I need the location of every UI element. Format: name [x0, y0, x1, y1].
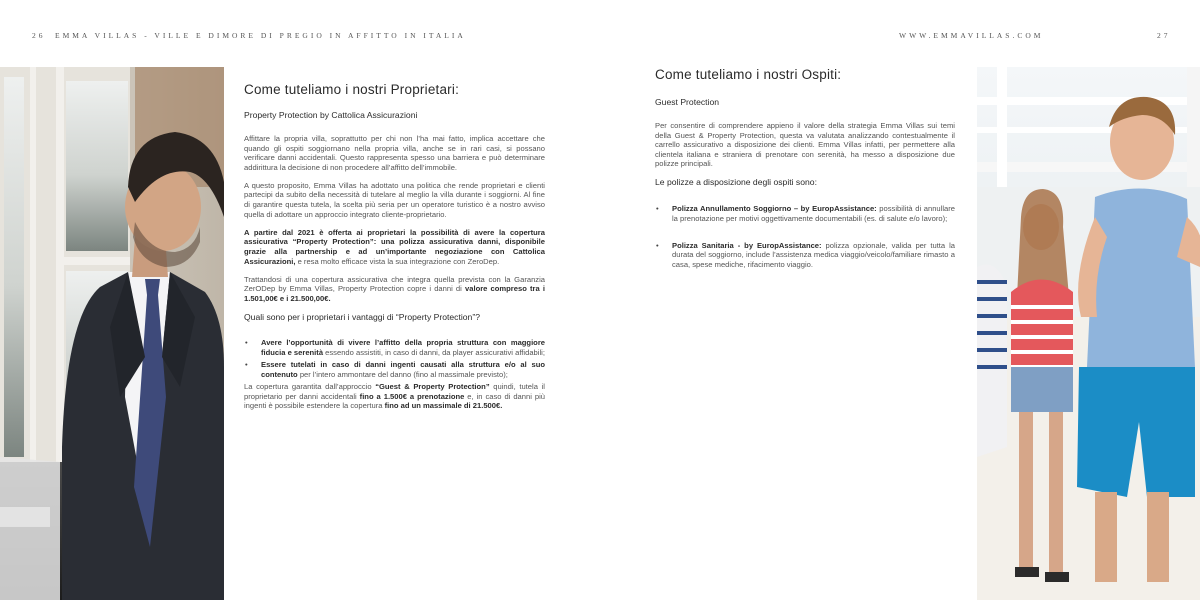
owners-benefit-2-rest: per l’intero ammontare del danno (fino al massimale previsto);: [297, 369, 508, 379]
owners-benefit-2-bold: Essere tutelati in caso di danni ingenti causati alla struttura e/o al suo contenuto: [261, 360, 545, 379]
owners-benefit-1-bold: Avere l’opportunità di vivere l’affitto della propria struttura con maggiore fiducia e serenità: [261, 337, 545, 357]
owners-benefit-2: [244, 360, 545, 379]
owners-paragraph-5-d: e, in caso di danni più ingenti è possibile estendere la copertura: [244, 391, 545, 411]
owners-paragraph-5-bold-2: fino a 1.500€ a prenotazione: [359, 391, 465, 401]
family-illustration: [977, 67, 1200, 600]
owners-benefits-list: [244, 338, 545, 379]
owners-paragraph-2: A questo proposito, Emma Villas ha adottato una politica che rende proprietari e clienti partecipi da subito della necessità di tutelare al meglio la villa durante i soggiorni. Al fine di garantire questa tutela, la scelta più seria per un operatore turistico è a nostro avviso quella di adottare un approccio integrato cliente-proprietario.: [244, 180, 545, 219]
guests-policy-2-rest: polizza opzionale, valida per tutta la durata del soggiorno, include l’assistenza medica viaggio/veicolo/familiare rimasto a casa, spese mediche, rifacimento viaggio.: [672, 240, 955, 269]
owners-benefit-1-rest: essendo assistiti, in caso di danni, da player assicurativi affidabili;: [323, 347, 545, 357]
guests-policies-list: [655, 204, 955, 269]
owner-portrait-photo: [0, 67, 224, 600]
guests-section-subtitle: Guest Protection: [655, 97, 720, 107]
owners-paragraph-4-text: Trattandosi di una copertura assicurativa che integra quella prevista con la Garanzia ZerODep by Emma Villas, Property Protection copre i danni di: [244, 274, 545, 294]
owners-paragraph-5-bold-3: fino ad un massimale di 21.500€.: [384, 401, 503, 411]
guests-protection-section: [655, 67, 955, 286]
owners-section-subtitle: Property Protection by Cattolica Assicurazioni: [244, 110, 418, 120]
owners-paragraph-5: [244, 382, 545, 411]
owners-paragraph-3-rest: e resa molto efficace vista la sua integrazione con ZeroDep.: [295, 256, 500, 266]
guests-policy-2: [655, 241, 955, 270]
man-in-suit-illustration: [0, 67, 224, 600]
owners-paragraph-4: [244, 275, 545, 304]
owners-paragraph-1: Affittare la propria villa, soprattutto per chi non l’ha mai fatto, implica accettare che quando gli ospiti soggiornano nella propria villa, anche se in rari casi, si possano verificare danni accidentali. Questo rappresenta spesso una barriera e può determinare addirittura la decisione di non procedere all’affitto dell’immobile.: [244, 134, 545, 172]
guests-family-photo: [977, 67, 1200, 600]
owners-protection-section: [244, 82, 545, 420]
owners-paragraph-5-c: quindi, tutela il proprietario per danni accidentali: [244, 382, 545, 401]
guests-paragraph-1: Per consentire di comprendere appieno il valore della strategia Emma Villas sui temi della Guest & Property Protection, questa va valutata analizzando contestualmente il carrello assicurativo a disposizione dei clienti. Emma Villas infatti, per permettere alla clientela italiana e straniera di prenotare con serenità, ha messo a disposizione due polizze principali.: [655, 121, 955, 169]
guests-policy-1-rest: possibilità di annullare la prenotazione per motivi oggettivamente documentabili (es. di salute e/o lavoro);: [672, 204, 956, 224]
guests-policies-lead: Le polizze a disposizione degli ospiti sono:: [655, 177, 817, 188]
running-head-website: WWW.EMMAVILLAS.COM: [899, 31, 1044, 40]
guests-policy-2-bold: Polizza Sanitaria - by EuropAssistance:: [672, 240, 822, 250]
owners-paragraph-5-a: La copertura garantita dall’approccio: [244, 382, 376, 392]
owners-benefits-question: Quali sono per i proprietari i vantaggi di “Property Protection”?: [244, 311, 480, 322]
owners-section-title: Come tuteliamo i nostri Proprietari:: [244, 82, 460, 97]
running-head-title: EMMA VILLAS - VILLE E DIMORE DI PREGIO IN AFFITTO IN ITALIA: [55, 31, 466, 40]
owners-paragraph-3: [244, 228, 545, 266]
guests-policy-1-bold: Polizza Annullamento Soggiorno – by EuropAssistance:: [672, 204, 877, 214]
guests-section-title: Come tuteliamo i nostri Ospiti:: [655, 67, 842, 82]
owners-paragraph-3-bold: A partire dal 2021 è offerta ai proprietari la possibilità di avere la copertura assicurativa “Property Protection”: una polizza assicurativa danni, disponibile grazie alla partnership e ad un’importante negoziazione con Cattolica Assicurazioni,: [244, 227, 545, 266]
page-number-left: 26: [32, 31, 46, 40]
owners-paragraph-5-bold-1: “Guest & Property Protection”: [375, 382, 490, 392]
page-number-right: 27: [1157, 31, 1171, 40]
owners-paragraph-4-bold: valore compreso tra i 1.501,00€ e i 21.500,00€.: [244, 284, 545, 303]
guests-policy-1: [655, 204, 955, 223]
owners-benefit-1: [244, 338, 545, 357]
